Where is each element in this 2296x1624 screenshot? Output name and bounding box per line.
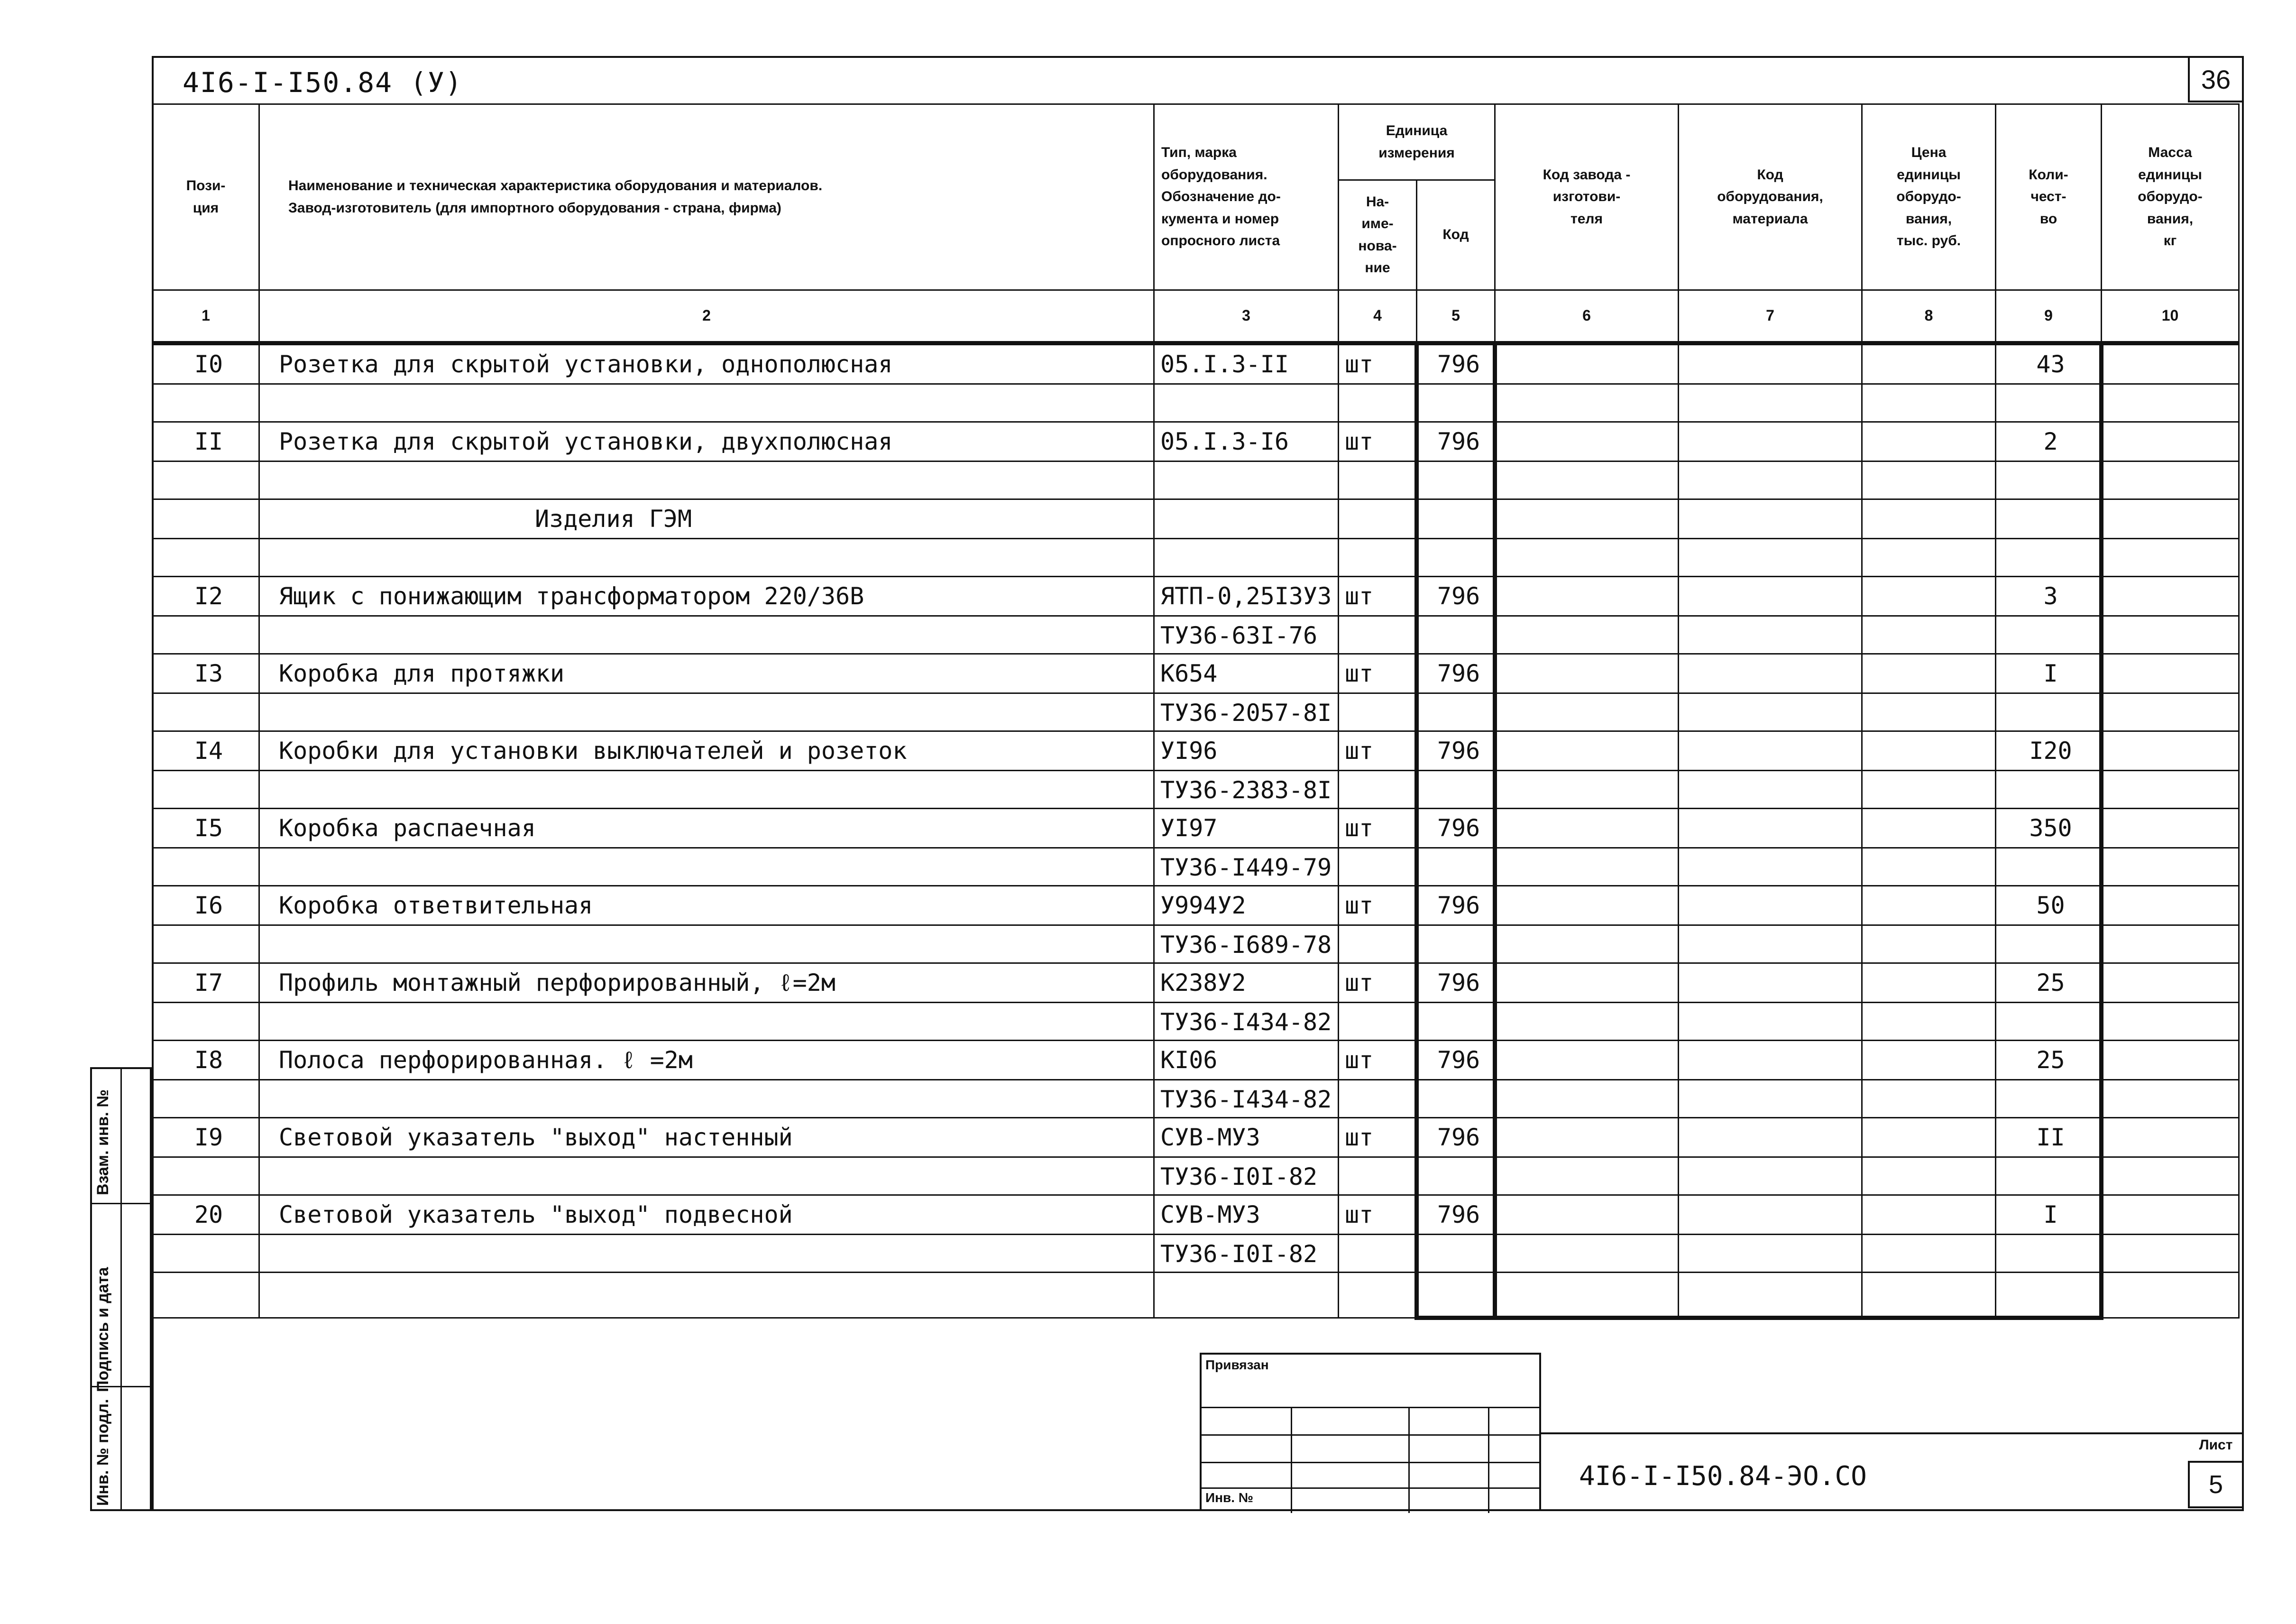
cell-quantity-text: I bbox=[2043, 1201, 2058, 1228]
cell-type-text bbox=[1155, 500, 1338, 538]
table-row bbox=[153, 1041, 2239, 1118]
cell-name bbox=[259, 731, 1154, 809]
table-row bbox=[153, 1118, 2239, 1195]
empty-cell bbox=[153, 1273, 259, 1318]
cell-position-text: I5 bbox=[194, 814, 223, 842]
cell-type bbox=[1154, 654, 1339, 731]
cell-quantity-text bbox=[1996, 500, 2099, 538]
cell-type-text-2: ТУ36-I0I-82 bbox=[1155, 1156, 1338, 1194]
cell-unit-text: шт bbox=[1345, 660, 1374, 687]
column-number: 5 bbox=[1417, 290, 1495, 343]
cell-equipment-code bbox=[1679, 1118, 1862, 1195]
cell-unit bbox=[1339, 886, 1417, 963]
cell-position-text: I4 bbox=[194, 737, 223, 765]
cell-type bbox=[1154, 1195, 1339, 1273]
cell-equipment-code bbox=[1679, 577, 1862, 654]
table-row bbox=[153, 499, 2239, 577]
cell-code-text: 796 bbox=[1437, 737, 1480, 765]
cell-code-text: 796 bbox=[1437, 351, 1480, 378]
cell-mass bbox=[2102, 343, 2239, 422]
cell-name-text: Световой указатель "выход" настенный bbox=[279, 1124, 793, 1151]
empty-cell bbox=[1996, 1273, 2102, 1318]
table-row bbox=[153, 343, 2239, 422]
cell-quantity-text: I20 bbox=[2029, 737, 2072, 765]
cell-unit bbox=[1339, 343, 1417, 422]
cell-name-text: Ящик с понижающим трансформатором 220/36В bbox=[279, 582, 864, 610]
cell-type-text: СУВ-МУ3 bbox=[1160, 1201, 1260, 1228]
sheet-label: Лист bbox=[2199, 1437, 2233, 1453]
cell-type-text-2: ТУ36-I434-82 bbox=[1155, 1079, 1338, 1117]
cell-equipment-code bbox=[1679, 343, 1862, 422]
empty-cell bbox=[1154, 1273, 1339, 1318]
page-number: 36 bbox=[2188, 56, 2244, 102]
cell-quantity-text: 350 bbox=[2029, 814, 2072, 842]
cell-code-text: 796 bbox=[1437, 428, 1480, 455]
cell-price bbox=[1862, 1195, 1996, 1273]
cell-code bbox=[1417, 422, 1495, 499]
cell-unit bbox=[1339, 731, 1417, 809]
cell-type-text: КI06 bbox=[1160, 1046, 1218, 1074]
cell-type bbox=[1154, 963, 1339, 1041]
cell-quantity bbox=[1996, 654, 2102, 731]
cell-quantity-text: 50 bbox=[2036, 892, 2065, 919]
cell-type-text-2: ТУ36-I449-79 bbox=[1155, 847, 1338, 885]
cell-position bbox=[153, 731, 259, 809]
cell-unit bbox=[1339, 577, 1417, 654]
cell-factory-code bbox=[1495, 1118, 1679, 1195]
column-number: 6 bbox=[1495, 290, 1679, 343]
empty-cell bbox=[1417, 1273, 1495, 1318]
cell-equipment-code bbox=[1679, 809, 1862, 886]
cell-unit bbox=[1339, 499, 1417, 577]
cell-factory-code bbox=[1495, 654, 1679, 731]
cell-quantity bbox=[1996, 731, 2102, 809]
cell-type-text: СУВ-МУ3 bbox=[1160, 1124, 1260, 1151]
binding-stamp bbox=[1200, 1353, 1541, 1511]
stamp-inv-label: Инв. № bbox=[1205, 1490, 1254, 1505]
cell-type bbox=[1154, 499, 1339, 577]
cell-type-text: УI97 bbox=[1160, 814, 1218, 842]
header-equipment-code: Код оборудования, материала bbox=[1679, 104, 1862, 290]
cell-unit bbox=[1339, 654, 1417, 731]
cell-quantity bbox=[1996, 886, 2102, 963]
cell-unit-text: шт bbox=[1345, 737, 1374, 765]
cell-name bbox=[259, 809, 1154, 886]
empty-cell bbox=[259, 1273, 1154, 1318]
cell-unit bbox=[1339, 1118, 1417, 1195]
column-number: 2 bbox=[259, 290, 1154, 343]
cell-name-text: Полоса перфорированная. ℓ =2м bbox=[279, 1046, 693, 1074]
table-row bbox=[153, 886, 2239, 963]
cell-equipment-code bbox=[1679, 731, 1862, 809]
cell-type-text: ЯТП-0,25I3У3 bbox=[1160, 582, 1332, 610]
cell-quantity bbox=[1996, 1118, 2102, 1195]
cell-position-text bbox=[153, 500, 258, 538]
cell-position-text: I9 bbox=[194, 1124, 223, 1151]
cell-equipment-code bbox=[1679, 963, 1862, 1041]
cell-type-text-2: ТУ36-I689-78 bbox=[1155, 924, 1338, 962]
cell-name bbox=[259, 1195, 1154, 1273]
header-unit-code: Код bbox=[1417, 180, 1495, 290]
cell-mass bbox=[2102, 1041, 2239, 1118]
cell-unit bbox=[1339, 422, 1417, 499]
cell-unit-text: шт bbox=[1345, 351, 1374, 378]
cell-name-text: Профиль монтажный перфорированный, ℓ=2м bbox=[279, 969, 836, 997]
cell-position-text: II bbox=[194, 428, 223, 455]
cell-factory-code bbox=[1495, 577, 1679, 654]
sheet-number: 5 bbox=[2188, 1461, 2244, 1508]
cell-code-text: 796 bbox=[1437, 969, 1480, 997]
cell-mass bbox=[2102, 731, 2239, 809]
cell-type-text: У994У2 bbox=[1160, 892, 1246, 919]
side-label-vzam-inv: Взам. инв. № bbox=[94, 1089, 112, 1195]
cell-mass bbox=[2102, 809, 2239, 886]
side-label-signature-date: Подпись и дата bbox=[94, 1267, 112, 1392]
cell-code-text: 796 bbox=[1437, 660, 1480, 687]
cell-code bbox=[1417, 499, 1495, 577]
cell-code bbox=[1417, 1118, 1495, 1195]
cell-type-text: 05.I.3-II bbox=[1160, 351, 1289, 378]
cell-code bbox=[1417, 809, 1495, 886]
header-type: Тип, марка оборудования. Обозначение до- кумента и номер опросного листа bbox=[1154, 104, 1339, 290]
cell-type-text: УI96 bbox=[1160, 737, 1218, 765]
cell-unit-text: шт bbox=[1345, 1046, 1374, 1074]
cell-price bbox=[1862, 731, 1996, 809]
cell-type bbox=[1154, 577, 1339, 654]
cell-quantity-text: 25 bbox=[2036, 969, 2065, 997]
cell-quantity bbox=[1996, 809, 2102, 886]
cell-quantity bbox=[1996, 1041, 2102, 1118]
table-row bbox=[153, 731, 2239, 809]
cell-code-text: 796 bbox=[1437, 1124, 1480, 1151]
cell-type bbox=[1154, 422, 1339, 499]
cell-type-text-2: ТУ36-2383-8I bbox=[1155, 770, 1338, 808]
cell-price bbox=[1862, 1118, 1996, 1195]
column-number: 9 bbox=[1996, 290, 2102, 343]
cell-code bbox=[1417, 654, 1495, 731]
cell-position-text: I0 bbox=[194, 351, 223, 378]
cell-quantity-text: 43 bbox=[2036, 351, 2065, 378]
cell-factory-code bbox=[1495, 886, 1679, 963]
footer-divider bbox=[1541, 1432, 2244, 1434]
cell-price bbox=[1862, 1041, 1996, 1118]
column-number: 7 bbox=[1679, 290, 1862, 343]
cell-type-text-2: ТУ36-63I-76 bbox=[1155, 615, 1338, 653]
cell-unit bbox=[1339, 963, 1417, 1041]
cell-price bbox=[1862, 963, 1996, 1041]
table-row bbox=[153, 1195, 2239, 1273]
cell-factory-code bbox=[1495, 499, 1679, 577]
cell-price bbox=[1862, 886, 1996, 963]
cell-name-text: Изделия ГЭМ bbox=[535, 505, 692, 533]
cell-quantity bbox=[1996, 499, 2102, 577]
cell-price bbox=[1862, 422, 1996, 499]
cell-type bbox=[1154, 886, 1339, 963]
cell-type bbox=[1154, 809, 1339, 886]
cell-type bbox=[1154, 1041, 1339, 1118]
cell-price bbox=[1862, 577, 1996, 654]
header-price: Цена единицы оборудо- вания, тыс. руб. bbox=[1862, 104, 1996, 290]
cell-name bbox=[259, 886, 1154, 963]
cell-name bbox=[259, 422, 1154, 499]
cell-unit bbox=[1339, 809, 1417, 886]
cell-type-text: К654 bbox=[1160, 660, 1218, 687]
header-mass: Масса единицы оборудо- вания, кг bbox=[2102, 104, 2239, 290]
cell-quantity bbox=[1996, 343, 2102, 422]
cell-unit-text bbox=[1339, 500, 1414, 538]
cell-price bbox=[1862, 654, 1996, 731]
cell-factory-code bbox=[1495, 731, 1679, 809]
cell-name bbox=[259, 654, 1154, 731]
table-row bbox=[153, 577, 2239, 654]
cell-equipment-code bbox=[1679, 886, 1862, 963]
cell-name bbox=[259, 343, 1154, 422]
cell-equipment-code bbox=[1679, 422, 1862, 499]
header-factory-code: Код завода - изготови- теля bbox=[1495, 104, 1679, 290]
side-label-inv-podl: Инв. № подл. bbox=[94, 1399, 112, 1506]
cell-code-text: 796 bbox=[1437, 1201, 1480, 1228]
cell-position bbox=[153, 963, 259, 1041]
cell-name bbox=[259, 499, 1154, 577]
cell-position bbox=[153, 499, 259, 577]
cell-quantity bbox=[1996, 422, 2102, 499]
cell-position bbox=[153, 1041, 259, 1118]
cell-code-text: 796 bbox=[1437, 1046, 1480, 1074]
cell-position-text: I3 bbox=[194, 660, 223, 687]
cell-type bbox=[1154, 343, 1339, 422]
cell-quantity bbox=[1996, 963, 2102, 1041]
cell-mass bbox=[2102, 1118, 2239, 1195]
cell-price bbox=[1862, 809, 1996, 886]
cell-quantity bbox=[1996, 1195, 2102, 1273]
cell-quantity-text: 3 bbox=[2043, 582, 2058, 610]
cell-name-text: Световой указатель "выход" подвесной bbox=[279, 1201, 793, 1228]
cell-unit-text: шт bbox=[1345, 969, 1374, 997]
cell-type-text-2: ТУ36-2057-8I bbox=[1155, 692, 1338, 730]
column-number: 1 bbox=[153, 290, 259, 343]
cell-name-text: Коробка для протяжки bbox=[279, 660, 565, 687]
cell-code bbox=[1417, 886, 1495, 963]
cell-position bbox=[153, 886, 259, 963]
cell-position bbox=[153, 422, 259, 499]
cell-unit-text: шт bbox=[1345, 428, 1374, 455]
cell-type-text: К238У2 bbox=[1160, 969, 1246, 997]
cell-quantity-text: 2 bbox=[2043, 428, 2058, 455]
cell-factory-code bbox=[1495, 343, 1679, 422]
cell-code bbox=[1417, 731, 1495, 809]
cell-name bbox=[259, 1041, 1154, 1118]
cell-unit bbox=[1339, 1195, 1417, 1273]
cell-position bbox=[153, 654, 259, 731]
column-number: 8 bbox=[1862, 290, 1996, 343]
cell-code bbox=[1417, 577, 1495, 654]
cell-position-text: 20 bbox=[194, 1201, 223, 1228]
cell-unit-text: шт bbox=[1345, 814, 1374, 842]
cell-type bbox=[1154, 1118, 1339, 1195]
cell-position-text: I7 bbox=[194, 969, 223, 997]
footer-document-code: 4I6-I-I50.84-ЭО.СО bbox=[1579, 1461, 1867, 1492]
cell-factory-code bbox=[1495, 963, 1679, 1041]
cell-position-text: I6 bbox=[194, 892, 223, 919]
top-document-code: 4I6-I-I50.84 (У) bbox=[183, 66, 463, 99]
header-unit: Единица измерения bbox=[1339, 104, 1495, 180]
table-row bbox=[153, 654, 2239, 731]
cell-type-text: 05.I.3-I6 bbox=[1160, 428, 1289, 455]
cell-code bbox=[1417, 1041, 1495, 1118]
cell-unit bbox=[1339, 1041, 1417, 1118]
cell-position bbox=[153, 1195, 259, 1273]
cell-mass bbox=[2102, 499, 2239, 577]
stamp-privyazan-label: Привязан bbox=[1205, 1357, 1269, 1372]
cell-price bbox=[1862, 343, 1996, 422]
cell-price bbox=[1862, 499, 1996, 577]
table-row bbox=[153, 809, 2239, 886]
column-number: 3 bbox=[1154, 290, 1339, 343]
cell-name bbox=[259, 963, 1154, 1041]
cell-factory-code bbox=[1495, 1041, 1679, 1118]
cell-mass bbox=[2102, 1195, 2239, 1273]
column-number: 10 bbox=[2102, 290, 2239, 343]
cell-code bbox=[1417, 963, 1495, 1041]
header-unit-name: На- име- нова- ние bbox=[1339, 180, 1417, 290]
cell-name bbox=[259, 577, 1154, 654]
cell-code-text: 796 bbox=[1437, 582, 1480, 610]
cell-name-text: Коробки для установки выключателей и розеток bbox=[279, 737, 907, 765]
cell-mass bbox=[2102, 654, 2239, 731]
cell-position bbox=[153, 1118, 259, 1195]
cell-type bbox=[1154, 731, 1339, 809]
cell-code-text bbox=[1419, 500, 1493, 538]
cell-position bbox=[153, 343, 259, 422]
cell-code bbox=[1417, 1195, 1495, 1273]
empty-cell bbox=[1339, 1273, 1417, 1318]
cell-code bbox=[1417, 343, 1495, 422]
cell-mass bbox=[2102, 422, 2239, 499]
cell-name-text: Розетка для скрытой установки, однополюсная bbox=[279, 351, 893, 378]
cell-position-text: I8 bbox=[194, 1046, 223, 1074]
cell-position bbox=[153, 809, 259, 886]
cell-name bbox=[259, 1118, 1154, 1195]
empty-cell bbox=[1862, 1273, 1996, 1318]
empty-cell bbox=[1495, 1273, 1679, 1318]
header-name: Наименование и техническая характеристика оборудования и материалов. Завод-изготовитель (для импортного оборудования - страна, фирма) bbox=[259, 104, 1154, 290]
cell-unit-text: шт bbox=[1345, 582, 1374, 610]
cell-name-text: Розетка для скрытой установки, двухполюсная bbox=[279, 428, 893, 455]
cell-position-text: I2 bbox=[194, 582, 223, 610]
table-row bbox=[153, 422, 2239, 499]
cell-mass bbox=[2102, 577, 2239, 654]
cell-name-text: Коробка ответвительная bbox=[279, 892, 593, 919]
empty-cell bbox=[1679, 1273, 1862, 1318]
cell-unit-text: шт bbox=[1345, 1201, 1374, 1228]
cell-quantity-text: II bbox=[2036, 1124, 2065, 1151]
cell-quantity bbox=[1996, 577, 2102, 654]
cell-unit-text: шт bbox=[1345, 892, 1374, 919]
table-row-empty bbox=[153, 1273, 2239, 1318]
header-quantity: Коли- чест- во bbox=[1996, 104, 2102, 290]
cell-code-text: 796 bbox=[1437, 892, 1480, 919]
cell-factory-code bbox=[1495, 1195, 1679, 1273]
cell-mass bbox=[2102, 886, 2239, 963]
cell-equipment-code bbox=[1679, 654, 1862, 731]
cell-type-text-2: ТУ36-I0I-82 bbox=[1155, 1234, 1338, 1272]
cell-equipment-code bbox=[1679, 1195, 1862, 1273]
cell-equipment-code bbox=[1679, 1041, 1862, 1118]
empty-cell bbox=[2102, 1273, 2239, 1318]
cell-equipment-code bbox=[1679, 499, 1862, 577]
cell-mass bbox=[2102, 963, 2239, 1041]
cell-code-text: 796 bbox=[1437, 814, 1480, 842]
cell-factory-code bbox=[1495, 422, 1679, 499]
cell-type-text-2: ТУ36-I434-82 bbox=[1155, 1002, 1338, 1040]
cell-unit-text: шт bbox=[1345, 1124, 1374, 1151]
cell-position bbox=[153, 577, 259, 654]
cell-factory-code bbox=[1495, 809, 1679, 886]
cell-quantity-text: 25 bbox=[2036, 1046, 2065, 1074]
table-row bbox=[153, 963, 2239, 1041]
cell-quantity-text: I bbox=[2043, 660, 2058, 687]
specification-table bbox=[152, 103, 2240, 1320]
header-position: Пози- ция bbox=[153, 104, 259, 290]
cell-name-text: Коробка распаечная bbox=[279, 814, 536, 842]
column-number: 4 bbox=[1339, 290, 1417, 343]
